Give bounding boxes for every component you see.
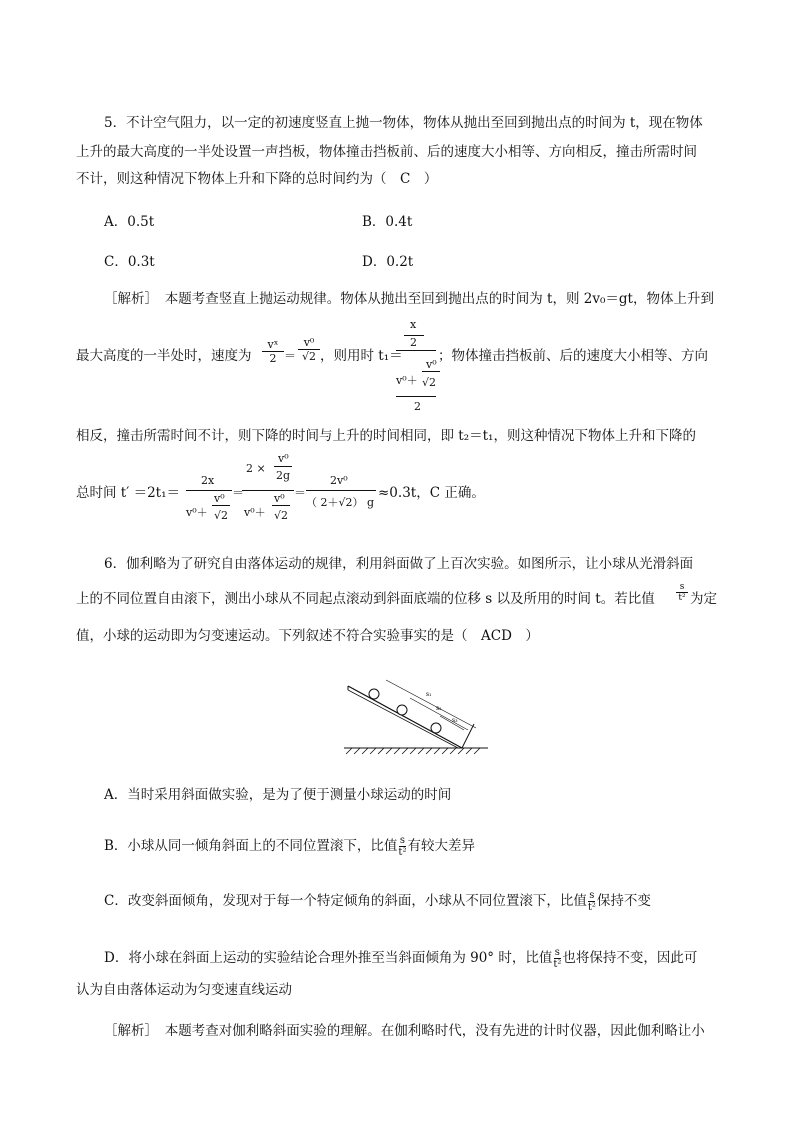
ratio-s-over-t2: $\frac{s}{\text{t²}}$ <box>587 890 596 913</box>
formula-t1-numerator-2: 2 <box>410 336 417 349</box>
fraction-bar <box>422 371 440 372</box>
fraction-bar <box>242 490 294 491</box>
ball-3 <box>431 723 441 733</box>
formula-times: 2 × <box>246 462 266 475</box>
formula-v0-over-sqrt2: v⁰ √2 <box>298 336 320 363</box>
ball-1 <box>369 689 379 699</box>
formula-v0-a: v⁰ <box>214 492 225 505</box>
q6-option-d-pre: D．将小球在斜面上运动的实验结论合理外推至当斜面倾角为 90° 时，比值 <box>104 950 553 966</box>
q6-option-c-post: 保持不变 <box>596 893 651 909</box>
q5-analysis-line2c: ；物体撞击挡板前、后的速度大小相等、方向 <box>438 348 708 364</box>
formula-equals: ＝ <box>284 349 297 363</box>
q5-option-d[interactable]: D．0.2t <box>362 254 414 270</box>
formula-t1-denominator-2: 2 <box>414 400 421 413</box>
fraction-bar <box>274 466 292 467</box>
q6-stem-line1: 6．伽利略为了研究自由落体运动的规律，利用斜面做了上百次实验。如图所示，让小球从光滑斜面 <box>104 556 694 572</box>
formula-2v0: 2v⁰ <box>330 474 348 487</box>
q6-option-d-post: 也将保持不变，因此可 <box>562 950 698 966</box>
q5-analysis-line2b: ，则用时 t₁＝ <box>320 348 403 364</box>
q5-stem-line2: 上升的最大高度的一半处设置一声挡板，物体撞击挡板前、后的速度大小相等、方向相反，撞击所需时间 <box>76 144 697 160</box>
formula-equals-3: ＝ <box>294 486 307 500</box>
formula-2x-num: 2x <box>201 474 215 487</box>
formula-v0plus-a: v⁰＋ <box>186 506 208 519</box>
q5-stem-line3: 不计，则这种情况下物体上升和下降的总时间约为（ C ） <box>76 171 438 187</box>
svg-text:s₃: s₃ <box>452 717 458 724</box>
q5-analysis-line2a: 最大高度的一半处时，速度为 <box>76 348 252 364</box>
svg-text:s₁: s₁ <box>426 691 432 698</box>
q6-stem-line2b: 为定 <box>690 591 717 607</box>
formula-sqrt2-b: √2 <box>274 509 289 522</box>
q6-option-b-post: 有较大差异 <box>407 838 475 854</box>
q5-analysis-line3: 相反，撞击所需时间不计，则下降的时间与上升的时间相同，即 t₂＝t₁，则这种情况下物体上升和下降的 <box>76 428 696 444</box>
formula-t1-denominator-sqrt2: √2 <box>422 376 437 389</box>
q6-option-c-pre: C．改变斜面倾角，发现对于每一个特定倾角的斜面，小球从不同位置滚下，比值 <box>104 893 587 909</box>
q5-option-c[interactable]: C．0.3t <box>104 254 155 270</box>
formula-t1-denominator-v0plus: v⁰＋ <box>396 374 418 387</box>
fraction-bar <box>272 505 290 506</box>
q5-option-b[interactable]: B．0.4t <box>362 214 413 230</box>
formula-equals-2: ＝ <box>232 486 245 500</box>
main-fraction-bar <box>396 350 436 351</box>
formula-denominator-3: （ 2＋√2） g <box>306 496 375 509</box>
formula-t1-denominator-v0: v⁰ <box>426 358 437 371</box>
fraction-bar <box>306 490 376 491</box>
q5-analysis-line1: ［解析］ 本题考查竖直上抛运动规律。物体从抛出至回到抛出点的时间为 t，则 2v₀＝gt，物体上升到 <box>104 291 714 307</box>
formula-v0-num: v⁰ <box>278 452 289 465</box>
q5-option-a[interactable]: A．0.5t <box>104 214 155 230</box>
ball-2 <box>397 705 407 715</box>
formula-v0plus-b: v⁰＋ <box>244 506 266 519</box>
formula-t1-numerator-x: x <box>410 318 417 331</box>
q6-option-d[interactable] <box>104 946 697 970</box>
svg-text:s₂: s₂ <box>436 705 442 712</box>
q5-analysis-line4a: 总时间 t′ ＝2t₁＝ <box>76 485 180 501</box>
formula-v0-b: v⁰ <box>274 492 285 505</box>
q6-option-a[interactable]: A．当时采用斜面做实验，是为了便于测量小球运动的时间 <box>104 787 452 803</box>
q6-option-d-line2: 认为自由落体运动为匀变速直线运动 <box>76 982 292 998</box>
fraction-bar <box>186 490 232 491</box>
q5-analysis-line4b: ≈0.3t，C 正确。 <box>378 485 485 501</box>
q6-option-b-pre: B．小球从同一倾角斜面上的不同位置滚下，比值 <box>104 838 398 854</box>
formula-sqrt2-a: √2 <box>214 509 229 522</box>
fraction-bar <box>212 505 230 506</box>
q5-stem-line1: 5．不计空气阻力，以一定的初速度竖直上抛一物体，物体从抛出至回到抛出点的时间为 t，现在物体 <box>104 115 703 131</box>
ratio-s-over-t2: $\frac{s}{\text{t²}}$ <box>398 835 407 858</box>
q6-option-b[interactable] <box>104 834 475 858</box>
formula-2g: 2g <box>276 469 291 482</box>
incline-diagram <box>340 672 490 756</box>
q6-stem-line2a: 上的不同位置自由滚下，测出小球从不同起点滚动到斜面底端的位移 s 以及所用的时间 t。若比值 <box>76 591 655 607</box>
q6-option-c[interactable] <box>104 889 651 913</box>
formula-vx-over-2: vˣ 2 <box>262 338 284 365</box>
ratio-s-over-t2: $\frac{s}{\text{t²}}$ <box>553 947 562 970</box>
ratio-s-over-t2: s t² <box>676 582 688 603</box>
fraction-bar <box>396 396 436 397</box>
q6-stem-line3: 值，小球的运动即为匀变速运动。下列叙述不符合实验事实的是（ ACD ） <box>76 628 539 644</box>
q6-analysis-line1: ［解析］ 本题考查对伽利略斜面实验的理解。在伽利略时代，没有先进的计时仪器，因此伽利略让小 <box>104 1023 705 1039</box>
